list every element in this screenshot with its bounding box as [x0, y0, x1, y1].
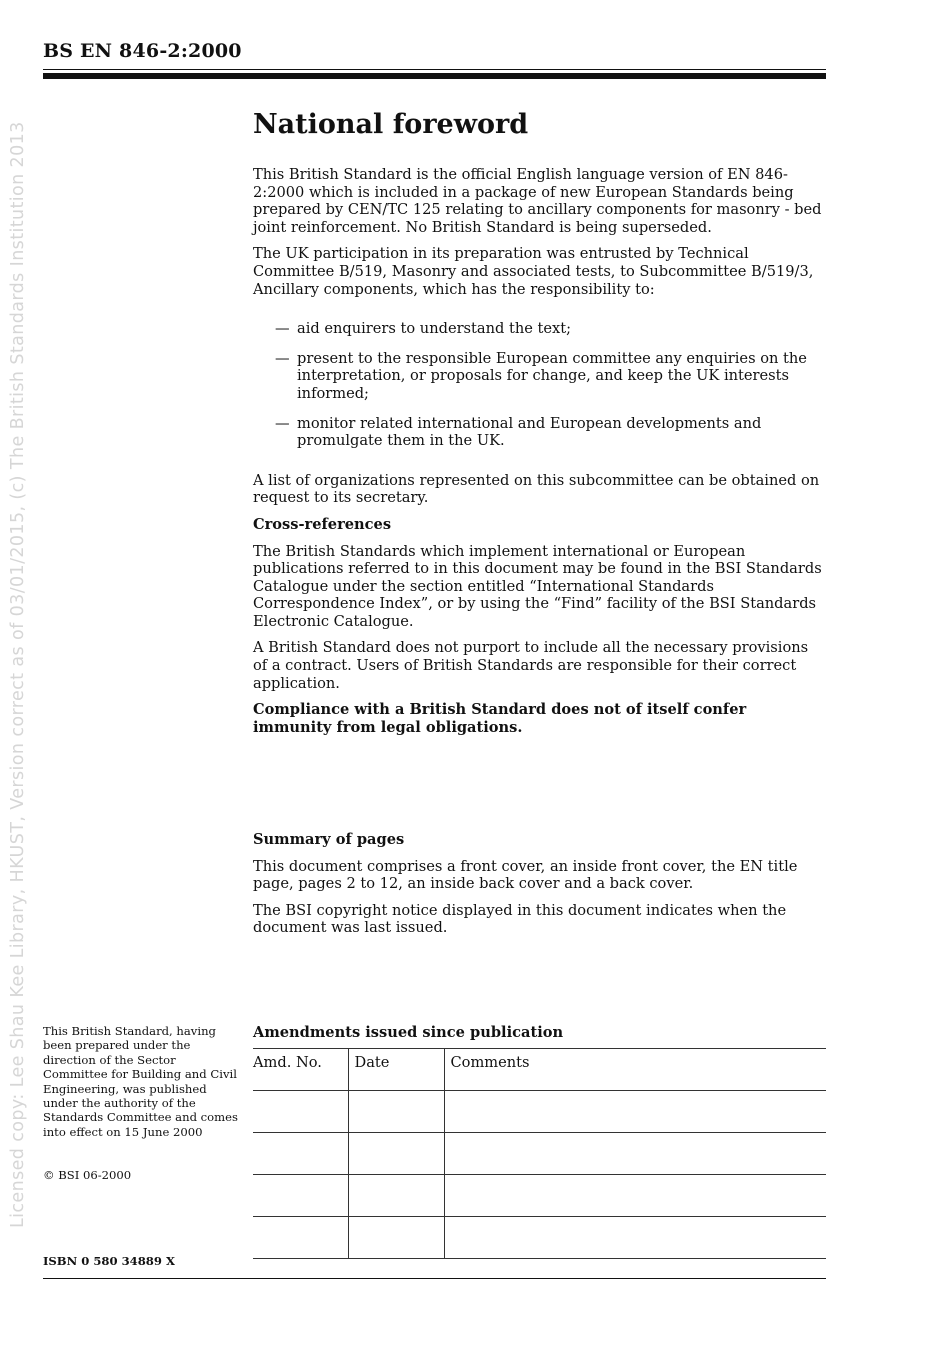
- dash-marker: —: [275, 349, 290, 367]
- column-header-date: Date: [348, 1049, 444, 1091]
- page-title: National foreword: [253, 109, 529, 140]
- table-cell: [253, 1175, 348, 1217]
- organizations-paragraph: A list of organizations represented on this subcommittee can be obtained on request to its secretary.: [253, 471, 820, 507]
- dash-marker: —: [275, 414, 290, 432]
- intro-paragraph: This British Standard is the official English language version of EN 846-2:2000 which is included in a package of new European Standards being prepared by CEN/TC 125 relating to ancillary components for masonry - bed joint reinforcement. No British Standard is being superseded.: [253, 166, 822, 236]
- contract-paragraph: A British Standard does not purport to include all the necessary provisions of a contract. Users of British Standards are responsible for their correct application.: [253, 639, 809, 692]
- license-watermark: Licensed copy: Lee Shau Kee Library, HKUST, Version correct as of 03/01/2015, (c) The British Standards Institution 2013: [8, 121, 28, 1228]
- table-cell: [444, 1217, 826, 1259]
- dash-marker: —: [275, 320, 290, 338]
- participation-paragraph: The UK participation in its preparation was entrusted by Technical Committee B/519, Masonry and associated tests, to Subcommittee B/519/3, Ancillary components, which has the responsibility to:: [253, 245, 814, 298]
- amendments-table: [253, 1048, 826, 1259]
- table-cell: [348, 1091, 444, 1133]
- table-row: [253, 1175, 826, 1217]
- list-item-text: present to the responsible European committee any enquiries on the interpretation, or proposals for change, and keep the UK interests informed;: [297, 349, 807, 402]
- list-item: [253, 415, 826, 450]
- copyright-notice-paragraph: The BSI copyright notice displayed in this document indicates when the document was last issued.: [253, 901, 787, 937]
- column-header-comments: Comments: [444, 1049, 826, 1091]
- isbn-number: ISBN 0 580 34889 X: [43, 1254, 175, 1268]
- table-row: [253, 1217, 826, 1259]
- responsibilities-list: [253, 320, 826, 450]
- summary-heading: Summary of pages: [253, 831, 405, 848]
- table-cell: [348, 1133, 444, 1175]
- table-row: [253, 1133, 826, 1175]
- table-cell: [253, 1217, 348, 1259]
- table-cell: [253, 1133, 348, 1175]
- list-item-text: aid enquirers to understand the text;: [297, 320, 572, 338]
- table-cell: [444, 1091, 826, 1133]
- list-item: [253, 350, 826, 403]
- table-cell: [253, 1091, 348, 1133]
- header-rule-thick: [43, 73, 826, 79]
- list-item-text: monitor related international and European developments and promulgate them in the UK.: [297, 414, 762, 450]
- compliance-statement: Compliance with a British Standard does not of itself confer immunity from legal obligations.: [253, 701, 747, 736]
- document-id: BS EN 846-2:2000: [43, 40, 242, 62]
- header-rule-thin: [43, 69, 826, 70]
- summary-section: [253, 831, 826, 946]
- table-header-row: [253, 1049, 826, 1091]
- national-foreword-section: [253, 108, 826, 745]
- cross-references-heading: Cross-references: [253, 515, 392, 533]
- column-header-amd-no: Amd. No.: [253, 1049, 348, 1091]
- table-cell: [444, 1133, 826, 1175]
- table-cell: [444, 1175, 826, 1217]
- list-item: [253, 320, 826, 338]
- copyright-line: © BSI 06-2000: [43, 1168, 132, 1182]
- footer-rule: [43, 1278, 826, 1279]
- publication-note: This British Standard, having been prepared under the direction of the Sector Committee for Building and Civil Engineering, was published under the authority of the Standards Committee and comes into effect on 15 June 2000: [43, 1024, 238, 1139]
- table-cell: [348, 1217, 444, 1259]
- summary-paragraph: This document comprises a front cover, an inside front cover, the EN title page, pages 2 to 12, an inside back cover and a back cover.: [253, 857, 798, 893]
- table-cell: [348, 1175, 444, 1217]
- table-row: [253, 1091, 826, 1133]
- amendments-title: Amendments issued since publication: [253, 1024, 564, 1041]
- cross-references-paragraph: The British Standards which implement international or European publications referred to in this document may be found in the BSI Standards Catalogue under the section entitled “International Standards Correspondence Index”, or by using the “Find” facility of the BSI Standards Electronic Catalogue.: [253, 542, 822, 630]
